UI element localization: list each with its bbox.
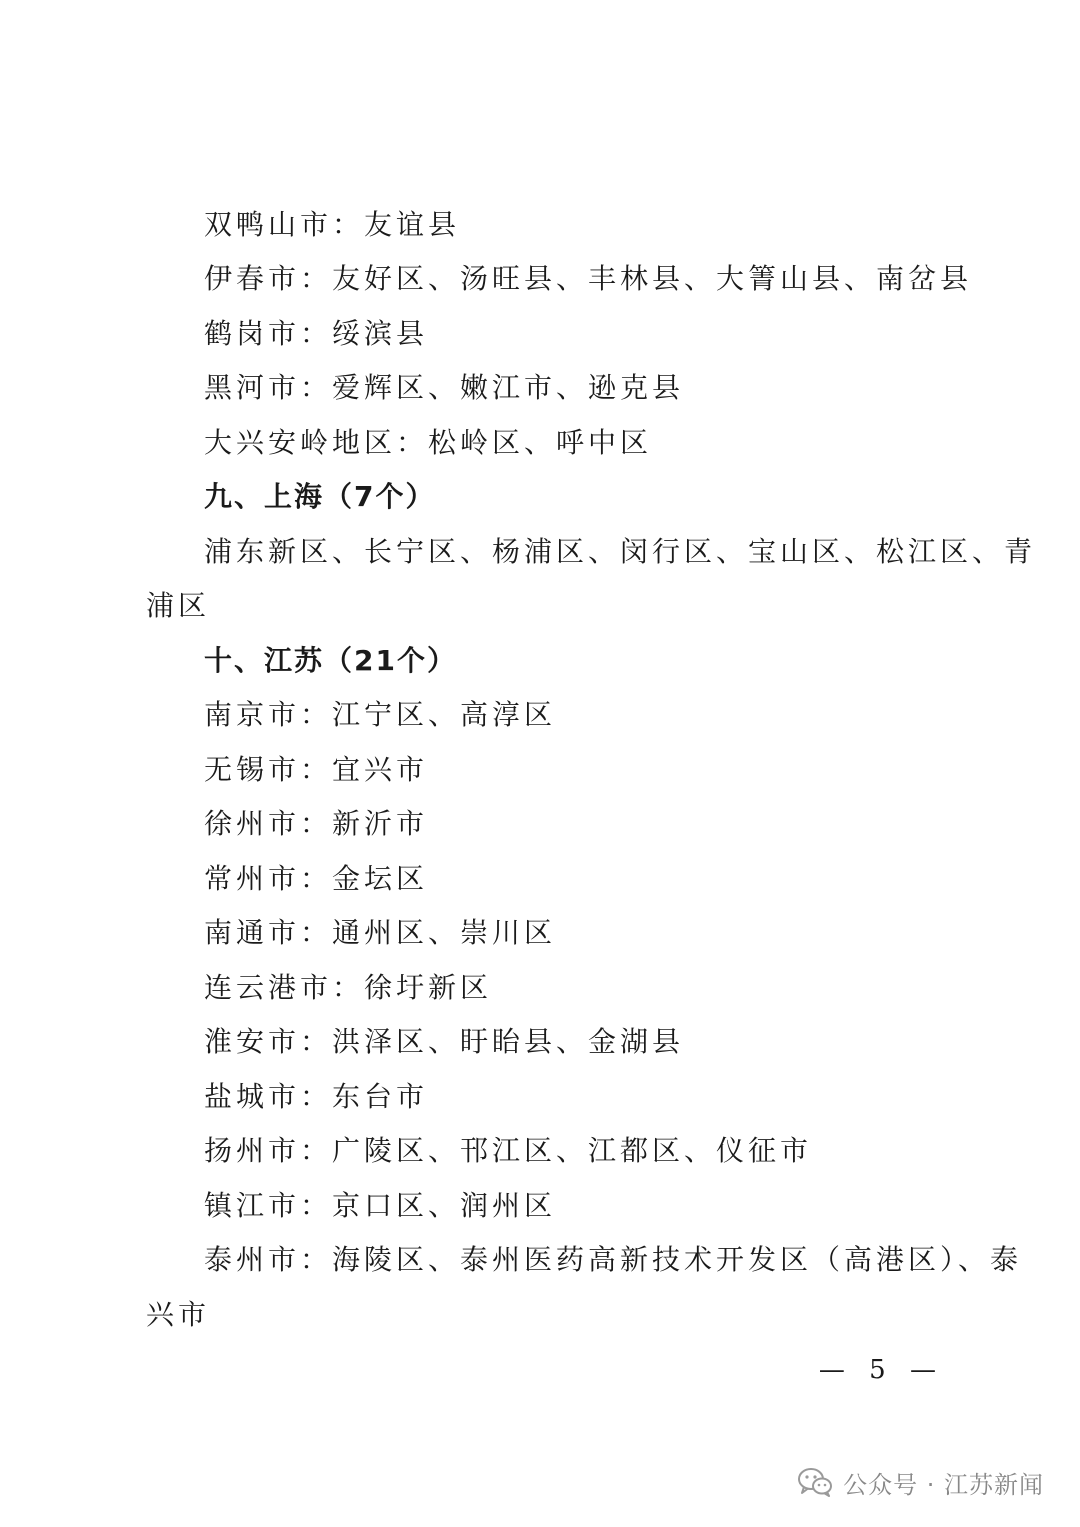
text-line: 淮安市：洪泽区、盱眙县、金湖县 <box>204 1025 685 1058</box>
text-line: 泰州市：海陵区、泰州医药高新技术开发区（高港区）、泰 <box>204 1243 1023 1276</box>
text-line: 黑河市：爱辉区、嫩江市、逊克县 <box>204 371 685 404</box>
text-line: 连云港市：徐圩新区 <box>204 971 493 1004</box>
text-line: 浦区 <box>146 589 211 622</box>
text-line: 浦东新区、长宁区、杨浦区、闵行区、宝山区、松江区、青 <box>204 535 1037 568</box>
text-line: 伊春市：友好区、汤旺县、丰林县、大箐山县、南岔县 <box>204 262 973 295</box>
text-line: 无锡市：宜兴市 <box>204 753 429 786</box>
text-line: 兴市 <box>146 1298 211 1331</box>
text-line: 南通市：通州区、崇川区 <box>204 916 557 949</box>
text-line: 镇江市：京口区、润州区 <box>204 1189 557 1222</box>
wechat-icon <box>797 1467 833 1497</box>
text-line: 徐州市：新沂市 <box>204 807 429 840</box>
text-line: 鹤岗市：绥滨县 <box>204 317 429 350</box>
text-line: 双鸭山市：友谊县 <box>204 208 461 241</box>
text-line: 常州市：金坛区 <box>204 862 429 895</box>
watermark-text: 公众号 · 江苏新闻 <box>843 1470 1044 1499</box>
text-line: 扬州市：广陵区、邗江区、江都区、仪征市 <box>204 1134 813 1167</box>
text-line: 南京市：江宁区、高淳区 <box>204 698 557 731</box>
page-number: — 5 — <box>818 1355 944 1385</box>
text-line: 大兴安岭地区：松岭区、呼中区 <box>204 426 653 459</box>
section-heading: 九、上海（7个） <box>204 480 436 513</box>
text-line: 盐城市：东台市 <box>204 1080 429 1113</box>
watermark <box>797 1460 1044 1504</box>
section-heading: 十、江苏（21个） <box>204 644 457 677</box>
